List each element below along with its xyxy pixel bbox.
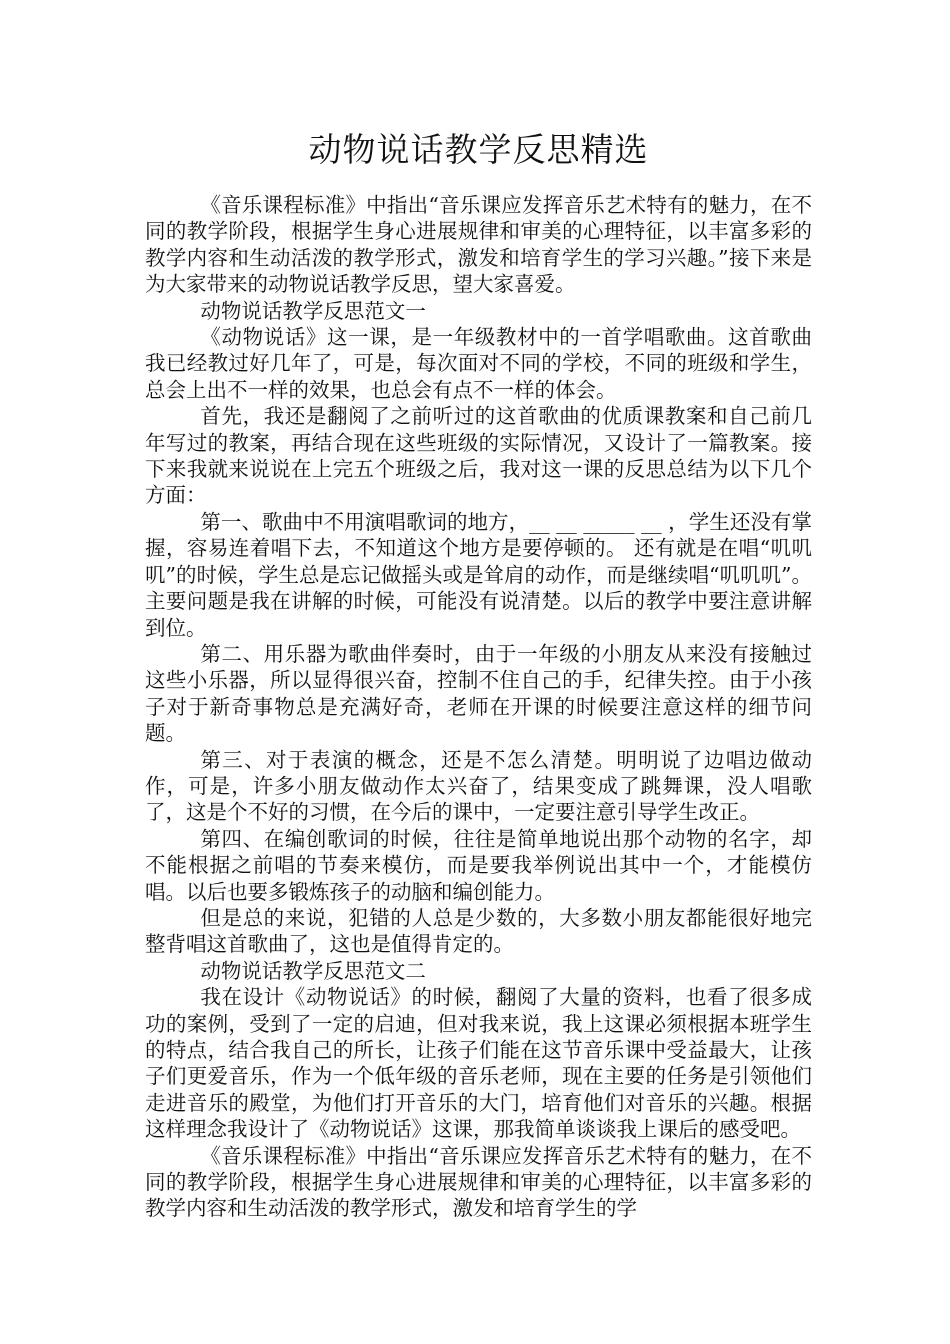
paragraph: 我在设计《动物说话》的时候，翻阅了大量的资料，也看了很多成功的案例，受到了一定的启迪，但对我来说，我上这课必须根据本班学生的特点，结合我自己的所长，让孩子们能在这节音乐课中受益最大，让孩子们更爱音乐，作为一个低年级的音乐老师，现在主要的任务是引领他们走进音乐的殿堂，为他们打开音乐的大门，培育他们对音乐的兴趣。根据这样理念我设计了《动物说话》这课，那我简单谈谈我上课后的感受吧。 <box>145 985 812 1142</box>
paragraph: 首先，我还是翻阅了之前听过的这首歌曲的优质课教案和自己前几年写过的教案，再结合现在这些班级的实际情况，又设计了一篇教案。接下来我就来说说在上完五个班级之后，我对这一课的反思总结为以下几个方面： <box>145 404 812 508</box>
paragraph: 第三、对于表演的概念，还是不怎么清楚。明明说了边唱边做动作，可是，许多小朋友做动作太兴奋了，结果变成了跳舞课，没人唱歌了，这是个不好的习惯，在今后的课中，一定要注意引导学生改正。 <box>145 747 812 825</box>
section-heading-2: 动物说话教学反思范文二 <box>200 958 426 983</box>
document-body <box>145 192 812 1222</box>
paragraph: 《动物说话》这一课，是一年级教材中的一首学唱歌曲。这首歌曲我已经教过好几年了，可是，每次面对不同的学校，不同的班级和学生，总会上出不一样的效果，也总会有点不一样的体会。 <box>145 325 812 402</box>
document-title: 动物说话教学反思精选 <box>308 130 649 169</box>
paragraph: 《音乐课程标准》中指出“音乐课应发挥音乐艺术特有的魅力，在不同的教学阶段，根据学生身心进展规律和审美的心理特征，以丰富多彩的教学内容和生动活泼的教学形式，激发和培育学生的学 <box>145 1143 812 1221</box>
section-heading-1: 动物说话教学反思范文一 <box>200 298 426 323</box>
paragraph: 第四、在编创歌词的时候，往往是简单地说出那个动物的名字，却不能根据之前唱的节奏来模仿，而是要我举例说出其中一个，才能模仿唱。以后也要多锻炼孩子的动脑和编创能力。 <box>145 826 812 904</box>
paragraph: 第一、歌曲中不用演唱歌词的地方，__ __ _____ __ ，学生还没有掌握，容易连着唱下去，不知道这个地方是要停顿的。 还有就是在唱“叽叽叽”的时候，学生总是忘记做摇头或是耸肩的动作，而是继续唱“叽叽叽”。主要问题是我在讲解的时候，可能没有说清楚。以后的教学中要注意讲解到位。 <box>145 509 812 640</box>
paragraph: 第二、用乐器为歌曲伴奏时，由于一年级的小朋友从来没有接触过这些小乐器，所以显得很兴奋，控制不住自己的手，纪律失控。由于小孩子对于新奇事物总是充满好奇，老师在开课的时候要注意这样的细节问题。 <box>145 641 812 746</box>
paragraph-intro: 《音乐课程标准》中指出“音乐课应发挥音乐艺术特有的魅力，在不同的教学阶段，根据学生身心进展规律和审美的心理特征，以丰富多彩的教学内容和生动活泼的教学形式，激发和培育学生的学习兴趣。”接下来是为大家带来的动物说话教学反思，望大家喜爱。 <box>145 193 812 297</box>
paragraph: 但是总的来说，犯错的人总是少数的，大多数小朋友都能很好地完整背唱这首歌曲了，这也是值得肯定的。 <box>145 905 812 957</box>
